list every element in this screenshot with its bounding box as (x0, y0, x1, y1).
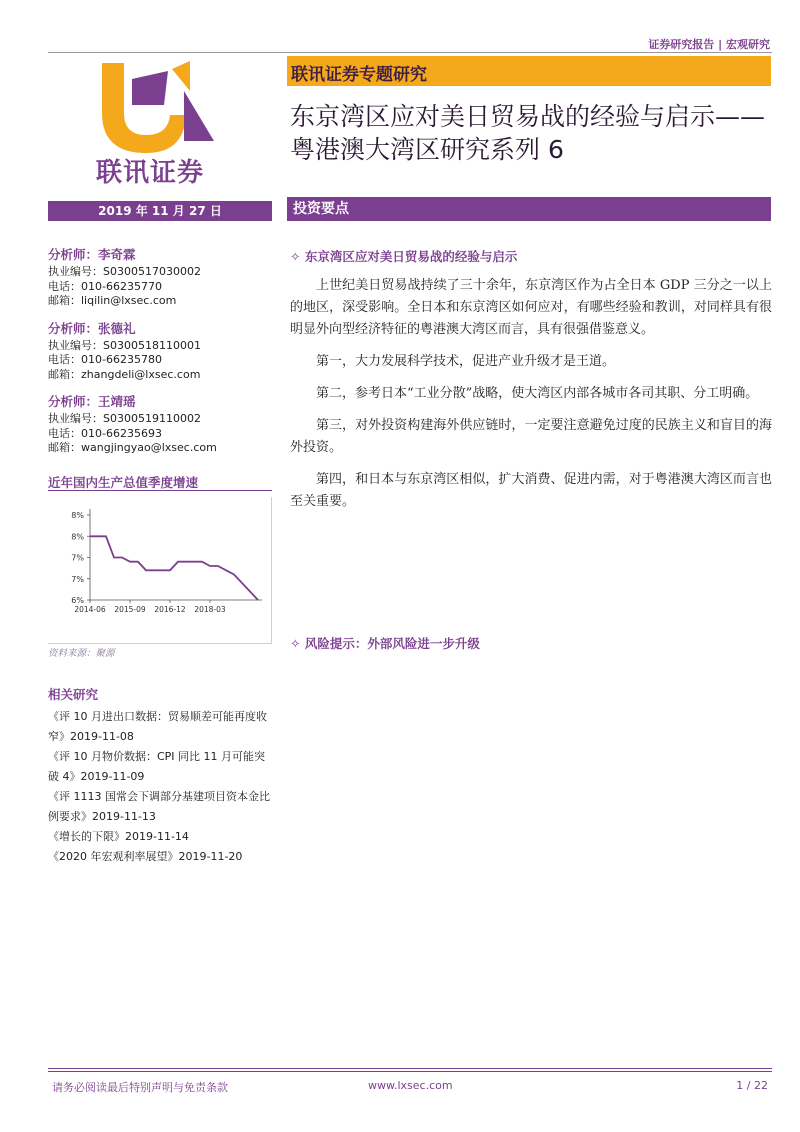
related-research-item[interactable]: 《评 10 月物价数据：CPI 同比 11 月可能突破 4》2019-11-09 (48, 750, 266, 783)
related-research-list (48, 707, 276, 867)
analyst-name: 分析师：李奇霖 (48, 247, 136, 262)
analyst-name: 分析师：张德礼 (48, 320, 136, 336)
topic-label: 联讯证券专题研究 (291, 65, 427, 85)
investment-highlights (290, 247, 772, 523)
chart-title-divider (48, 490, 272, 491)
related-research-item[interactable]: 《评 1113 国常会下调部分基建项目资本金比例要求》2019-11-13 (48, 790, 270, 823)
y-tick-label: 7% (71, 574, 84, 584)
analyst-list (48, 245, 274, 466)
analyst-email: 邮箱：wangjingyao@lxsec.com (48, 441, 217, 454)
related-research-item[interactable]: 《评 10 月进出口数据：贸易顺差可能再度收窄》2019-11-08 (48, 710, 267, 743)
analyst-card (48, 392, 274, 456)
analyst-license: 执业编号：S0300518110001 (48, 338, 201, 352)
analyst-card (48, 245, 274, 309)
analyst-phone: 电话：010-66235770 (48, 279, 162, 293)
y-tick-label: 8% (71, 532, 84, 542)
analyst-phone: 电话：010-66235780 (48, 353, 162, 366)
analyst-email: 邮箱：liqilin@lxsec.com (48, 294, 177, 307)
body-paragraph: 第二，参考日本“工业分散”战略，使大湾区内部各城市各司其职、分工明确。 (316, 386, 759, 401)
analyst-license: 执业编号：S0300517030002 (48, 265, 201, 278)
footer-divider (48, 1071, 772, 1072)
body-paragraph: 上世纪美日贸易战持续了三十余年，东京湾区作为占全日本 GDP 三分之一以上的地区，深受影响。全日本和东京湾区如何应对，有哪些经验和教训，对同样具有很明显外向型经济特征的粤港澳大湾区而言，具有很强借鉴意义。 (290, 278, 772, 337)
y-tick-label: 8% (71, 511, 84, 520)
gdp-chart-frame (48, 497, 272, 644)
footer-disclaimer[interactable]: 请务必阅读最后特别声明与免责条款 (52, 1081, 228, 1094)
risk-warning: ✧ 风险提示：外部风险进一步升级 (290, 636, 480, 651)
report-type: 证券研究报告 | 宏观研究 (648, 38, 770, 51)
footer-website[interactable]: www.lxsec.com (368, 1079, 453, 1092)
footer-divider (48, 1068, 772, 1069)
gdp-series-line (90, 536, 258, 600)
related-research-title: 相关研究 (48, 687, 99, 702)
investment-highlights-header: 投资要点 (287, 197, 771, 221)
x-tick-label: 2018-03 (194, 605, 226, 614)
analyst-phone: 电话：010-66235693 (48, 426, 162, 440)
section-heading: ✧ 东京湾区应对美日贸易战的经验与启示 (290, 249, 518, 264)
related-research-item[interactable]: 《增长的下限》2019-11-14 (48, 830, 189, 843)
topic-banner (287, 56, 771, 86)
page-number: 1 / 22 (736, 1079, 768, 1092)
body-paragraph: 第三，对外投资构建海外供应链时，一定要注意避免过度的民族主义和盲目的海外投资。 (290, 418, 772, 455)
gdp-line-chart (48, 497, 272, 644)
body-paragraph: 第四，和日本与东京湾区相似，扩大消费、促进内需，对于粤港澳大湾区而言也至关重要。 (290, 472, 772, 509)
y-tick-label: 6% (71, 596, 84, 605)
x-tick-label: 2014-06 (74, 605, 106, 614)
x-tick-label: 2015-09 (114, 605, 146, 614)
analyst-license: 执业编号：S0300519110002 (48, 412, 201, 425)
report-title: 东京湾区应对美日贸易战的经验与启示——粤港澳大湾区研究系列 6 (290, 102, 766, 164)
chart-title: 近年国内生产总值季度增速 (48, 475, 199, 490)
y-tick-label: 7% (71, 553, 84, 563)
x-tick-label: 2016-12 (154, 605, 186, 614)
analyst-name: 分析师：王靖瑶 (48, 394, 136, 409)
logo-text: 联讯证券 (96, 158, 205, 188)
report-date: 2019 年 11 月 27 日 (48, 201, 272, 221)
analyst-email: 邮箱：zhangdeli@lxsec.com (48, 367, 201, 381)
analyst-card (48, 319, 274, 383)
chart-source: 资料来源：聚源 (48, 648, 115, 659)
body-paragraph: 第一，大力发展科学技术，促进产业升级才是王道。 (316, 354, 616, 369)
related-research-item[interactable]: 《2020 年宏观利率展望》2019-11-20 (48, 850, 243, 863)
header-divider (48, 52, 772, 53)
